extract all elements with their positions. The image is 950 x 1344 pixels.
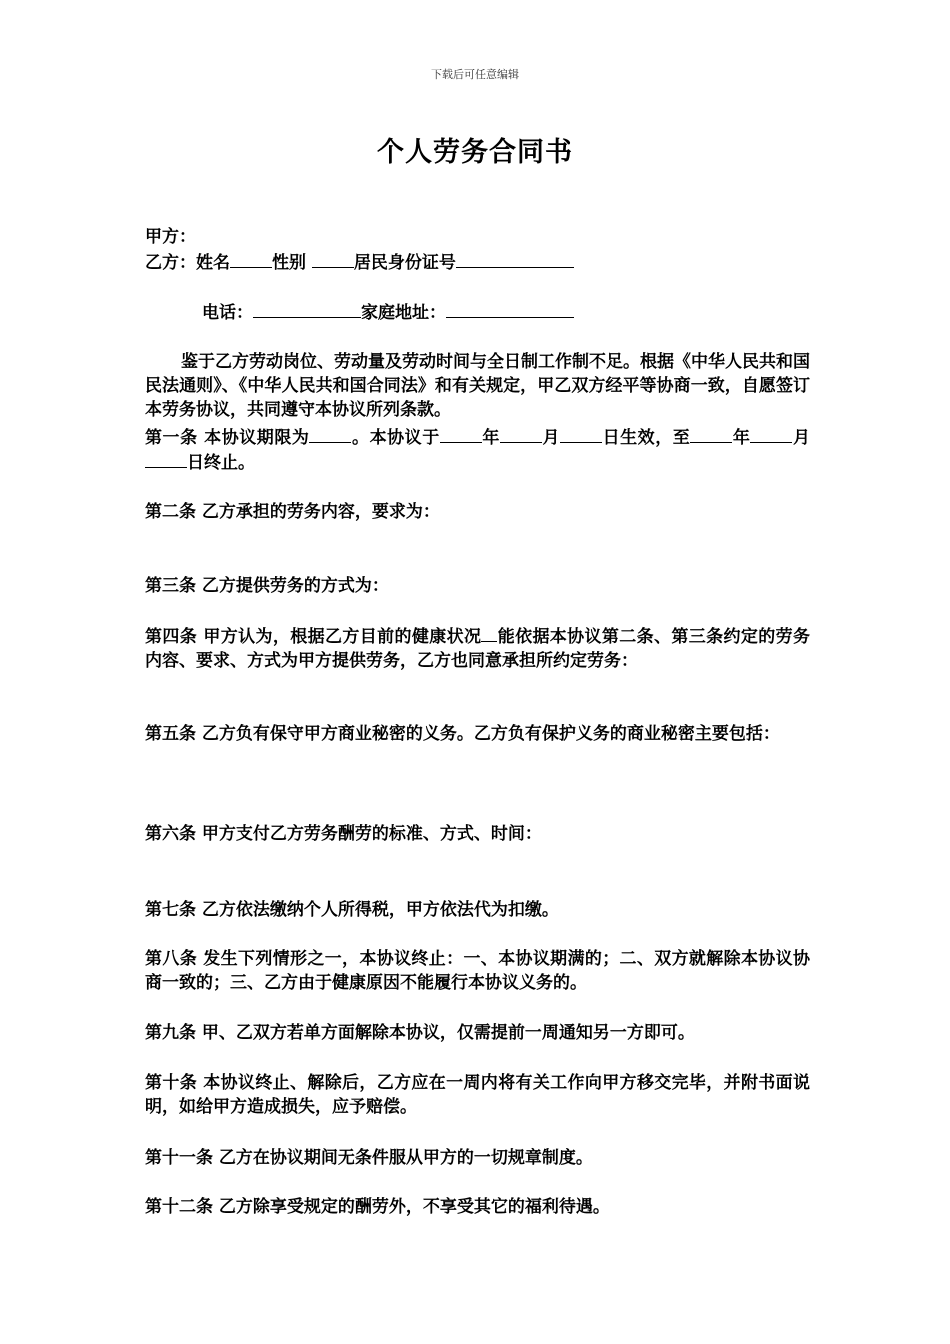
article-1-part1: 第一条 本协议期限为: [145, 428, 310, 448]
document-title: 个人劳务合同书: [377, 137, 573, 168]
article-10: 第十条 本协议终止、解除后，乙方应在一周内将有关工作向甲方移交完毕，并附书面说明，如给甲方造成损失，应予赔偿。: [145, 1073, 810, 1117]
preamble: 鉴于乙方劳动岗位、劳动量及劳动时间与全日制工作制不足。根据《中华人民共和国民法通则》、《中华人民共和国合同法》和有关规定，甲乙双方经平等协商一致，自愿签订本劳务协议，共同遵守本协议所列条款。: [145, 352, 810, 420]
article-1-part4: 月: [541, 428, 561, 448]
article-1-part2: 。本协议于: [351, 428, 440, 448]
article-6: 第六条 甲方支付乙方劳务酬劳的标准、方式、时间：: [145, 824, 542, 844]
start-year-blank[interactable]: [440, 425, 482, 443]
article-1: [145, 425, 810, 475]
health-blank[interactable]: [481, 624, 497, 642]
id-number-label: 居民身份证号: [353, 253, 456, 273]
end-day-blank[interactable]: [145, 450, 187, 468]
article-1-part3: 年: [481, 428, 500, 448]
party-b-line: [145, 250, 810, 275]
start-month-blank[interactable]: [500, 425, 542, 443]
article-4-part2: 能依据本协议第二条、第三条约定的劳务内容、要求、方式为甲方提供劳务，乙方也同意承担所约定劳务：: [145, 627, 810, 671]
article-7: 第七条 乙方依法缴纳个人所得税，甲方依法代为扣缴。: [145, 900, 559, 920]
article-4: [145, 624, 810, 673]
id-number-blank[interactable]: [456, 250, 574, 268]
article-4-part1: 第四条 甲方认为，根据乙方目前的健康状况: [145, 627, 482, 647]
contact-line: [202, 300, 867, 325]
end-year-blank[interactable]: [690, 425, 732, 443]
gender-label: 性别: [272, 253, 306, 273]
article-12: 第十二条 乙方除享受规定的酬劳外，不享受其它的福利待遇。: [145, 1197, 610, 1217]
party-b-name-label: 乙方：姓名: [145, 253, 230, 273]
article-11: 第十一条 乙方在协议期间无条件服从甲方的一切规章制度。: [145, 1148, 593, 1168]
article-1-part7: 月: [792, 428, 811, 448]
party-a-line: [145, 225, 810, 249]
header-note: 下载后可任意编辑: [431, 68, 519, 81]
start-day-blank[interactable]: [560, 425, 602, 443]
article-8: 第八条 发生下列情形之一，本协议终止：一、本协议期满的；二、双方就解除本协议协商一致的；三、乙方由于健康原因不能履行本协议义务的。: [145, 949, 810, 993]
article-5: 第五条 乙方负有保守甲方商业秘密的义务。乙方负有保护义务的商业秘密主要包括：: [145, 724, 780, 744]
article-9: 第九条 甲、乙双方若单方面解除本协议，仅需提前一周通知另一方即可。: [145, 1023, 695, 1043]
party-a-label: 甲方：: [145, 227, 196, 247]
article-1-part6: 年: [732, 428, 751, 448]
article-1-part8: 日终止。: [187, 453, 255, 473]
address-label: 家庭地址：: [361, 303, 446, 323]
article-1-part5: 日生效，至: [602, 428, 691, 448]
article-3: 第三条 乙方提供劳务的方式为：: [145, 576, 389, 596]
term-blank[interactable]: [309, 425, 351, 443]
phone-label: 电话：: [202, 303, 253, 323]
phone-blank[interactable]: [253, 300, 361, 318]
article-2: 第二条 乙方承担的劳务内容，要求为：: [145, 502, 440, 522]
name-blank[interactable]: [230, 250, 272, 268]
gender-blank[interactable]: [312, 250, 354, 268]
address-blank[interactable]: [446, 300, 574, 318]
end-month-blank[interactable]: [750, 425, 792, 443]
